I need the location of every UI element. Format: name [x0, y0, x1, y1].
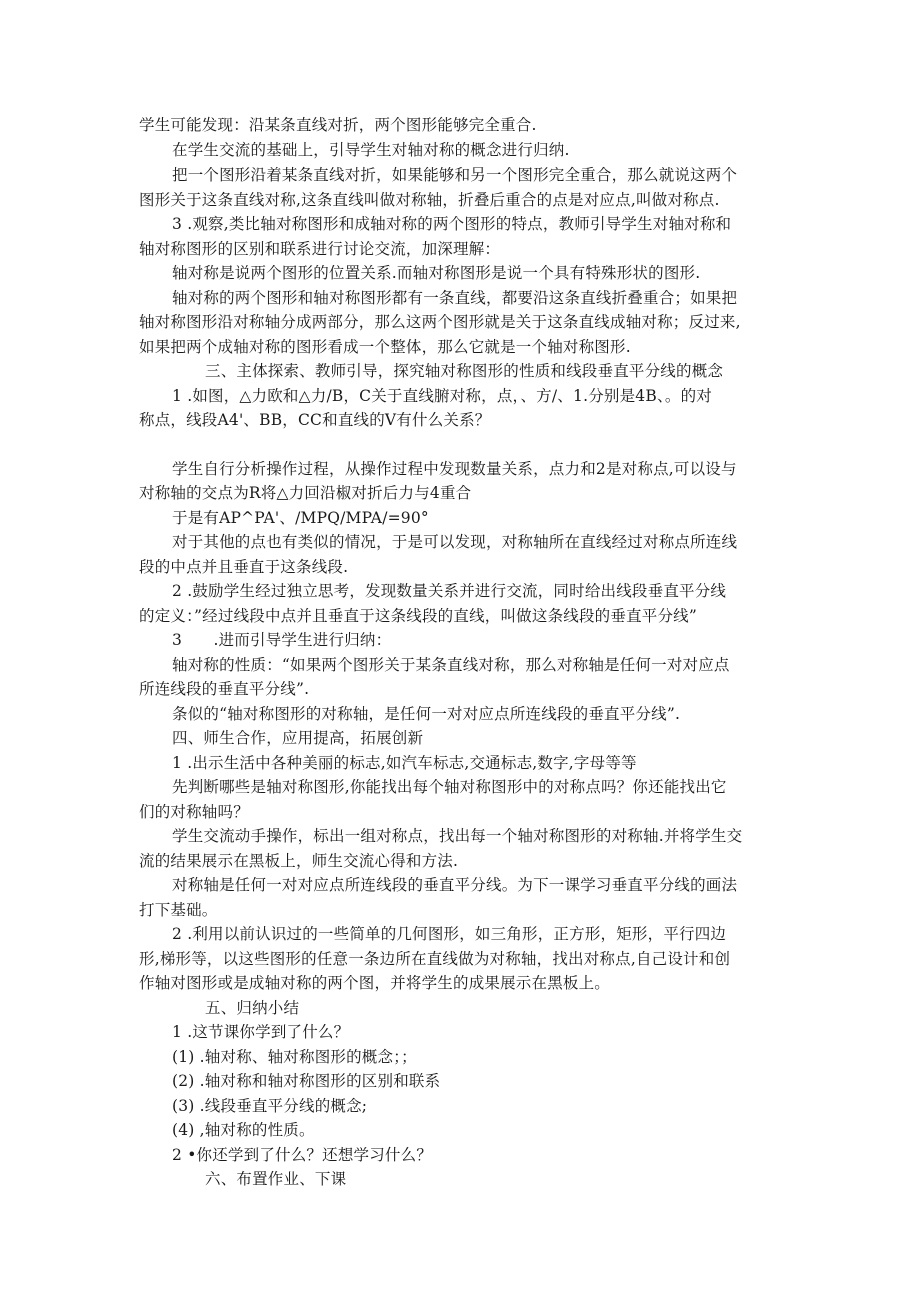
paragraph-line: 图形关于这条直线对称,这条直线叫做对称轴，折叠后重合的点是对应点,叫做对称点. [139, 191, 720, 209]
paragraph-line: 轴对称图形沿对称轴分成两部分，那么这两个图形就是关于这条直线成轴对称；反过来, [139, 313, 741, 331]
paragraph-line: 对称轴是任何一对对应点所连线段的垂直平分线。为下一课学习垂直平分线的画法 [172, 876, 738, 894]
paragraph-line: 学生可能发现：沿某条直线对折，两个图形能够完全重合. [139, 116, 537, 134]
paragraph-line: 形,梯形等，以这些图形的任意一条边所在直线做为对称轴，找出对称点,自己设计和创 [139, 950, 731, 968]
paragraph-line: 1 .这节课你学到了什么？ [172, 1023, 350, 1041]
paragraph-line: 如果把两个成轴对称的图形看成一个整体，那么它就是一个轴对称图形. [139, 338, 631, 356]
paragraph-line: 打下基础。 [139, 901, 218, 919]
paragraph-line: 对称轴的交点为R将△力回沿椒对折后力与4重合 [139, 484, 472, 502]
section-heading: 四、师生合作，应用提高，拓展创新 [172, 729, 424, 747]
list-item: (4) ,轴对称的性质。 [172, 1121, 315, 1139]
list-item: (2) .轴对称和轴对称图形的区别和联系 [172, 1072, 441, 1090]
section-heading: 三、主体探索、教师引导，探究轴对称图形的性质和线段垂直平分线的概念 [205, 362, 724, 380]
paragraph-line: 1 .如图，△力欧和△力/B，C关于直线腑对称，点，、方/、1.分别是4B、。的对 [172, 387, 712, 405]
paragraph-line: 学生自行分析操作过程，从操作过程中发现数量关系，点力和2是对称点,可以设与 [172, 460, 737, 478]
list-item: (3) .线段垂直平分线的概念; [172, 1097, 368, 1115]
paragraph-line: 于是有AP^PA'、/MPQ/MPA/=90° [172, 509, 429, 527]
paragraph-line: 1 .出示生活中各种美丽的标志,如汽车标志,交通标志,数字,字母等等 [172, 754, 637, 772]
section-heading: 五、归纳小结 [205, 999, 300, 1017]
paragraph-line: 2 •你还学到了什么？还想学习什么？ [172, 1146, 433, 1164]
paragraph-line: 在学生交流的基础上，引导学生对轴对称的概念进行归纳. [172, 141, 570, 159]
paragraph-line: 2 .鼓励学生经过独立思考，发现数量关系并进行交流，同时给出线段垂直平分线 [172, 582, 727, 600]
paragraph-line: 们的对称轴吗？ [139, 803, 249, 821]
paragraph-line: 条似的“轴对称图形的对称轴，是任何一对对应点所连线段的垂直平分线”. [172, 705, 681, 723]
paragraph-line: 流的结果展示在黑板上，师生交流心得和方法. [139, 852, 459, 870]
paragraph-line: 的定义：”经过线段中点并且垂直于这条线段的直线，叫做这条线段的垂直平分线” [139, 607, 698, 625]
paragraph-line: 所连线段的垂直平分线”. [139, 680, 310, 698]
paragraph-line: 先判断哪些是轴对称图形,你能找出每个轴对称图形中的对称点吗？你还能找出它 [172, 778, 727, 796]
paragraph-line: 轴对称的性质：“如果两个图形关于某条直线对称，那么对称轴是任何一对对应点 [172, 656, 730, 674]
paragraph-line: 段的中点并且垂直于这条线段. [139, 558, 349, 576]
paragraph-line: 对于其他的点也有类似的情况，于是可以发现，对称轴所在直线经过对称点所连线 [172, 533, 738, 551]
paragraph-line: 轴对称的两个图形和轴对称图形都有一条直线，都要沿这条直线折叠重合；如果把 [172, 289, 738, 307]
paragraph-line: 3 .进而引导学生进行归纳： [172, 631, 392, 649]
paragraph-line: 轴对称图形的区别和联系进行讨论交流，加深理解： [139, 240, 501, 258]
paragraph-line: 把一个图形沿着某条直线对折，如果能够和另一个图形完全重合，那么就说这两个 [172, 166, 738, 184]
paragraph-line: 作轴对图形或是成轴对称的两个图，并将学生的成果展示在黑板上。 [139, 974, 611, 992]
paragraph-line: 2 .利用以前认识过的一些简单的几何图形，如三角形，正方形，矩形，平行四边 [172, 925, 727, 943]
paragraph-line: 3 .观察,类比轴对称图形和成轴对称的两个图形的特点，教师引导学生对轴对称和 [172, 215, 732, 233]
paragraph-line: 轴对称是说两个图形的位置关系.而轴对称图形是说一个具有特殊形状的图形. [172, 264, 701, 282]
section-heading: 六、布置作业、下课 [205, 1170, 347, 1188]
list-item: (1) .轴对称、轴对称图形的概念；； [172, 1048, 417, 1066]
paragraph-line: 学生交流动手操作，标出一组对称点，找出每一个轴对称图形的对称轴.并将学生交 [172, 827, 743, 845]
paragraph-line: 称点，线段A4'、BB，CC和直线的V有什么关系？ [139, 411, 491, 429]
